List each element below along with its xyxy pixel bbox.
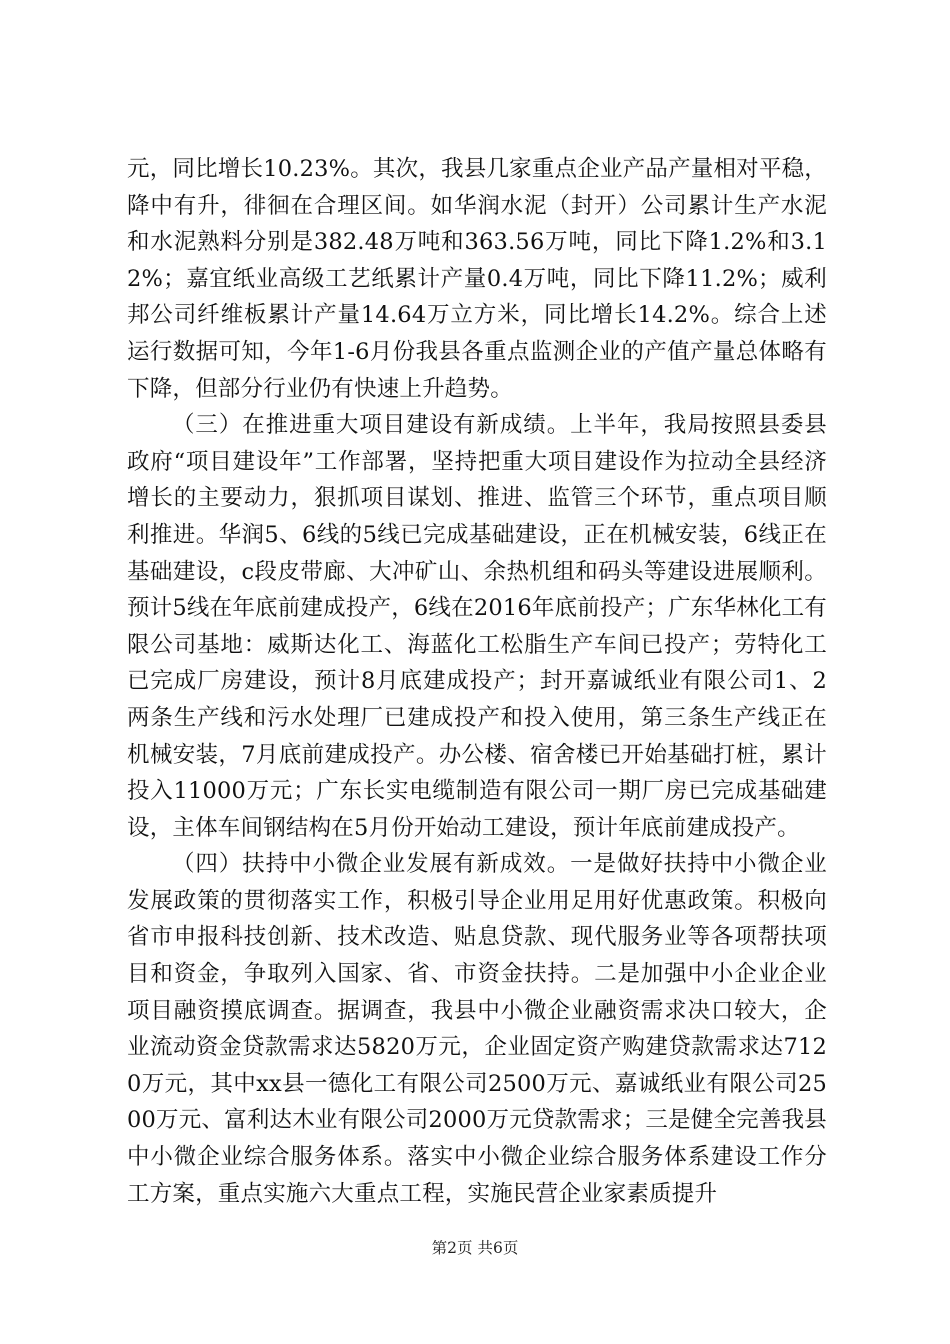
document-body (127, 151, 827, 1212)
paragraph-major-projects: （三）在推进重大项目建设有新成绩。上半年，我局按照县委县政府“项目建设年”工作部署，坚持把重大项目建设作为拉动全县经济增长的主要动力，狠抓项目谋划、推进、监管三个环节，重点项目顺利推进。华润5、6线的5线已完成基础建设，正在机械安装，6线正在基础建设，c段皮带廊、大冲矿山、余热机组和码头等建设进展顺利。预计5线在年底前建成投产，6线在2016年底前投产；广东华林化工有限公司基地：威斯达化工、海蓝化工松脂生产车间已投产；劳特化工已完成厂房建设，预计8月底建成投产；封开嘉诚纸业有限公司1、2两条生产线和污水处理厂已建成投产和投入使用，第三条生产线正在机械安装，7月底前建成投产。办公楼、宿舍楼已开始基础打桩，累计投入11000万元；广东长实电缆制造有限公司一期厂房已完成基础建设，主体车间钢结构在5月份开始动工建设，预计年底前建成投产。 (127, 412, 827, 841)
page-footer: 第2页 共6页 (431, 1239, 519, 1257)
paragraph-continuation: 元，同比增长10.23%。其次，我县几家重点企业产品产量相对平稳，降中有升，徘徊在合理区间。如华润水泥（封开）公司累计生产水泥和水泥熟料分别是382.48万吨和363.56万吨，同比下降1.2%和3.12%；嘉宜纸业高级工艺纸累计产量0.4万吨，同比下降11.2%；威利邦公司纤维板累计产量14.64万立方米，同比增长14.2%。综合上述运行数据可知，今年1-6月份我县各重点监测企业的产值产量总体略有下降，但部分行业仍有快速上升趋势。 (127, 156, 827, 402)
paragraph-sme-support: （四）扶持中小微企业发展有新成效。一是做好扶持中小微企业发展政策的贯彻落实工作，积极引导企业用足用好优惠政策。积极向省市申报科技创新、技术改造、贴息贷款、现代服务业等各项帮扶项目和资金，争取列入国家、省、市资金扶持。二是加强中小企业企业项目融资摸底调查。据调查，我县中小微企业融资需求决口较大，企业流动资金贷款需求达5820万元，企业固定资产购建贷款需求达7120万元，其中xx县一德化工有限公司2500万元、嘉诚纸业有限公司2500万元、富利达木业有限公司2000万元贷款需求；三是健全完善我县中小微企业综合服务体系。落实中小微企业综合服务体系建设工作分工方案，重点实施六大重点工程，实施民营企业家素质提升 (127, 851, 827, 1207)
